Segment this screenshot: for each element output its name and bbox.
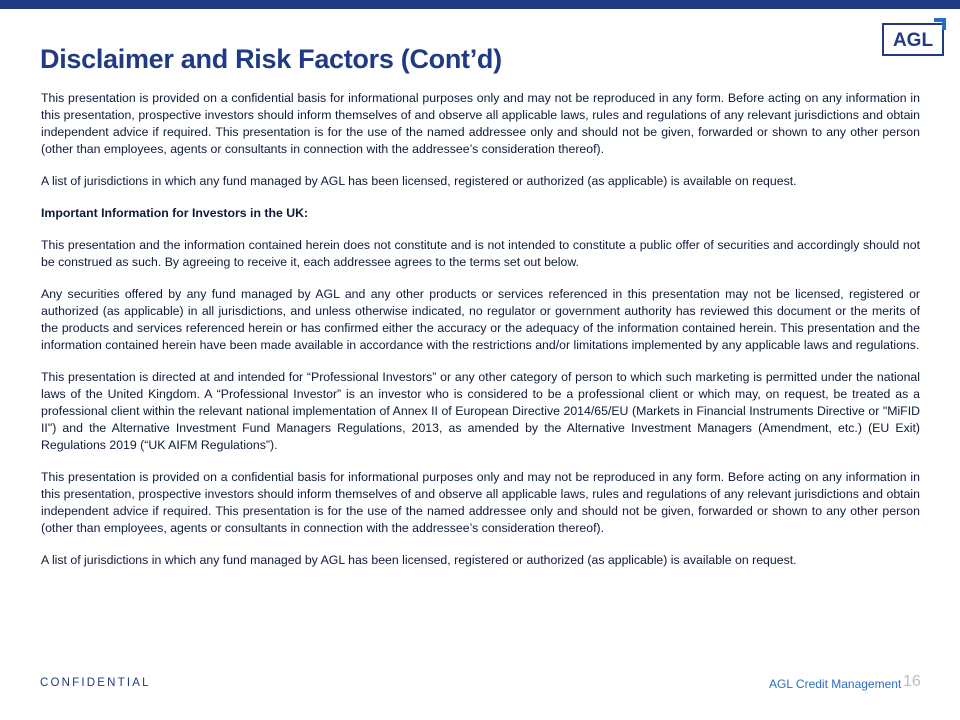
logo-text: AGL <box>892 30 934 51</box>
page-number: 16 <box>903 673 921 690</box>
paragraph-jurisdictions: A list of jurisdictions in which any fund managed by AGL has been licensed, registered or authorized (as applicable) is available on request. <box>41 174 797 188</box>
paragraph-professional-investors: This presentation is directed at and intended for “Professional Investors” or any other category of person to which such marketing is permitted under the national laws of the United Kingdom. A “Professional Investor” is an investor who is considered to be a professional client or which may, on request, be treated as a professional client within the relevant national implementation of Annex II of European Directive 2014/65/EU (Markets in Financial Instruments Directive or "MiFID II") and the Alternative Investment Fund Managers Regulations, 2013, as amended by the Alternative Investment Managers (Amendment, etc.) (EU Exit) Regulations 2019 (“UK AIFM Regulations”). <box>41 370 920 452</box>
section-heading-uk-investors: Important Information for Investors in the UK: <box>41 206 309 220</box>
paragraph-no-public-offer: This presentation and the information contained herein does not constitute and is not intended to constitute a public offer of securities and accordingly should not be construed as such. By agreeing to receive it, each addressee agrees to the terms set out below. <box>41 238 920 269</box>
paragraph-jurisdictions-repeat: A list of jurisdictions in which any fund managed by AGL has been licensed, registered or authorized (as applicable) is available on request. <box>41 553 797 567</box>
top-brand-bar <box>0 0 960 9</box>
disclaimer-body <box>41 90 920 584</box>
paragraph-securities-offered: Any securities offered by any fund managed by AGL and any other products or services referenced in this presentation may not be licensed, registered or authorized (as applicable) in all jurisdictions, and unless otherwise indicated, no regulator or government authority has reviewed this document or the merits of the products and services referenced herein or has confirmed either the accuracy or the adequacy of the information contained herein. This presentation and the information contained herein have been made available in accordance with the restrictions and/or limitations implemented by any applicable laws and regulations. <box>41 287 920 352</box>
agl-logo <box>882 18 946 56</box>
footer-company-name: AGL Credit Management <box>769 677 902 691</box>
paragraph-confidential-basis: This presentation is provided on a confidential basis for informational purposes only and may not be reproduced in any form. Before acting on any information in this presentation, prospective investors should inform themselves of and observe all applicable laws, rules and regulations of any relevant jurisdictions and obtain independent advice if required. This presentation is for the use of the named addressee only and should not be given, forwarded or shown to any other person (other than employees, agents or consultants in connection with the addressee’s consideration thereof). <box>41 91 920 156</box>
confidential-label: CONFIDENTIAL <box>40 677 151 689</box>
page-title: Disclaimer and Risk Factors (Cont’d) <box>40 44 502 74</box>
agl-logo-mark <box>882 18 946 56</box>
paragraph-confidential-basis-repeat: This presentation is provided on a confidential basis for informational purposes only and may not be reproduced in any form. Before acting on any information in this presentation, prospective investors should inform themselves of and observe all applicable laws, rules and regulations of any relevant jurisdictions and obtain independent advice if required. This presentation is for the use of the named addressee only and should not be given, forwarded or shown to any other person (other than employees, agents or consultants in connection with the addressee’s consideration thereof). <box>41 470 920 535</box>
